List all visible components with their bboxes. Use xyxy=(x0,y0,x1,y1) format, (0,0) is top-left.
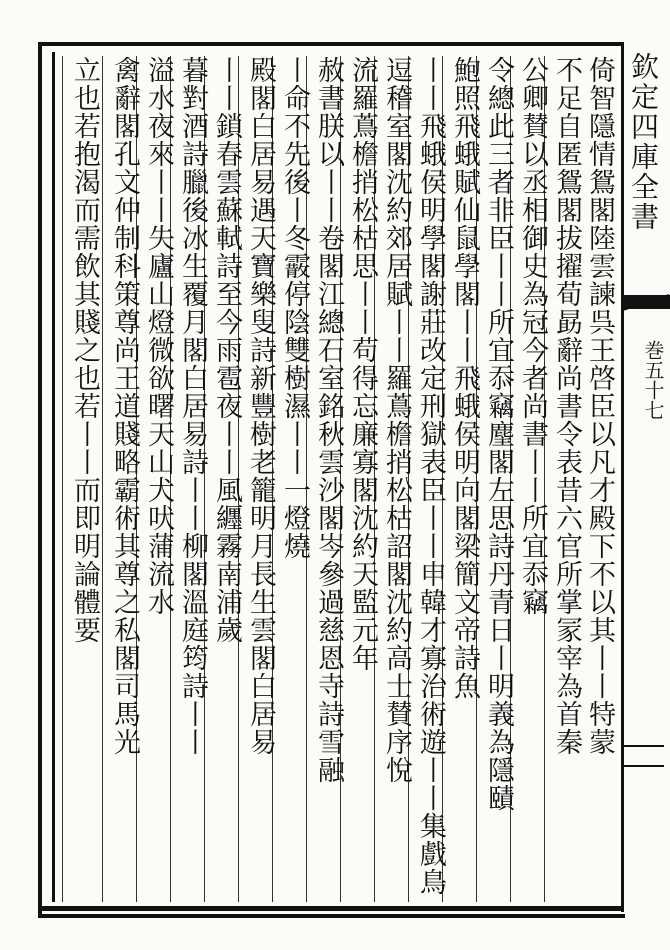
text-column-1: 倚智隱情鴛閣陸雲諫呉王啓臣以凡才殿下不以其丨丨特蒙 xyxy=(584,56,615,756)
frame-inner-rule xyxy=(52,52,55,902)
text-column-6: 丨丨飛蛾侯明學閣謝莊改定刑獄表臣丨丨申韓才寡治術遊丨丨集戲鳥 xyxy=(408,56,451,902)
text-column-9: 赦書朕以丨丨卷閣江總石室銘秋雲沙閣岑參過慈恩寺詩雪融 xyxy=(306,56,349,902)
running-header-title: 欽定四庫全書 xyxy=(627,52,660,232)
text-column-2: 不足自匿鴛閣拔擢荀勗辭尚書令表昔六官所掌冡宰為首秦 xyxy=(544,56,587,902)
band-lower-mark xyxy=(624,745,664,767)
text-column-10: 丨命不先後丨冬霰停陰雙樹濕丨丨一燈燒 xyxy=(272,56,315,902)
text-column-11: 殿閣白居易遇天寶樂叟詩新豐樹老籠明月長生雲閣白居易 xyxy=(238,56,281,902)
frame-bottom-rule xyxy=(38,906,638,911)
text-column-7: 逗稽室閣沈約郊居賦丨丨羅蔦檐捎松枯詔閣沈約高士賛序悅 xyxy=(374,56,417,902)
text-column-13: 暮對酒詩臘後冰生覆月閣白居易詩丨丨柳閣溫庭筠詩丨丨 xyxy=(170,56,213,902)
text-column-15: 禽辭閣孔文仲制科策尊尚王道賤略霸術其尊之私閣司馬光 xyxy=(102,56,145,902)
text-column-12: 丨丨鎖春雲蘇軾詩至今雨雹夜丨丨風纒霧南浦歲 xyxy=(204,56,247,902)
text-column-5: 鮑照飛蛾賦仙鼠學閣丨丨飛蛾侯明向閣梁簡文帝詩魚 xyxy=(442,56,485,902)
text-column-8: 流羅蔦檐捎松枯思丨丨苟得忘廉寡閣沈約天監元年 xyxy=(340,56,383,902)
text-column-16: 立也若抱渴而需飲其賤之也若丨丨而即明論體要 xyxy=(62,56,105,902)
text-column-14: 溢水夜來丨丨失廬山燈微欲曙天山犬吠蒲流水 xyxy=(136,56,179,902)
text-column-3: 公卿賛以丞相御史為冠今者尚書丨丨所宜忝竊 xyxy=(510,56,553,902)
text-column-4: 令總此三者非臣丨丨所宜忝竊麈閣左思詩丹青日丨明義為隱賾 xyxy=(476,56,519,902)
juan-label: 巻五十七 xyxy=(641,340,665,420)
frame-top-rule xyxy=(38,42,638,46)
